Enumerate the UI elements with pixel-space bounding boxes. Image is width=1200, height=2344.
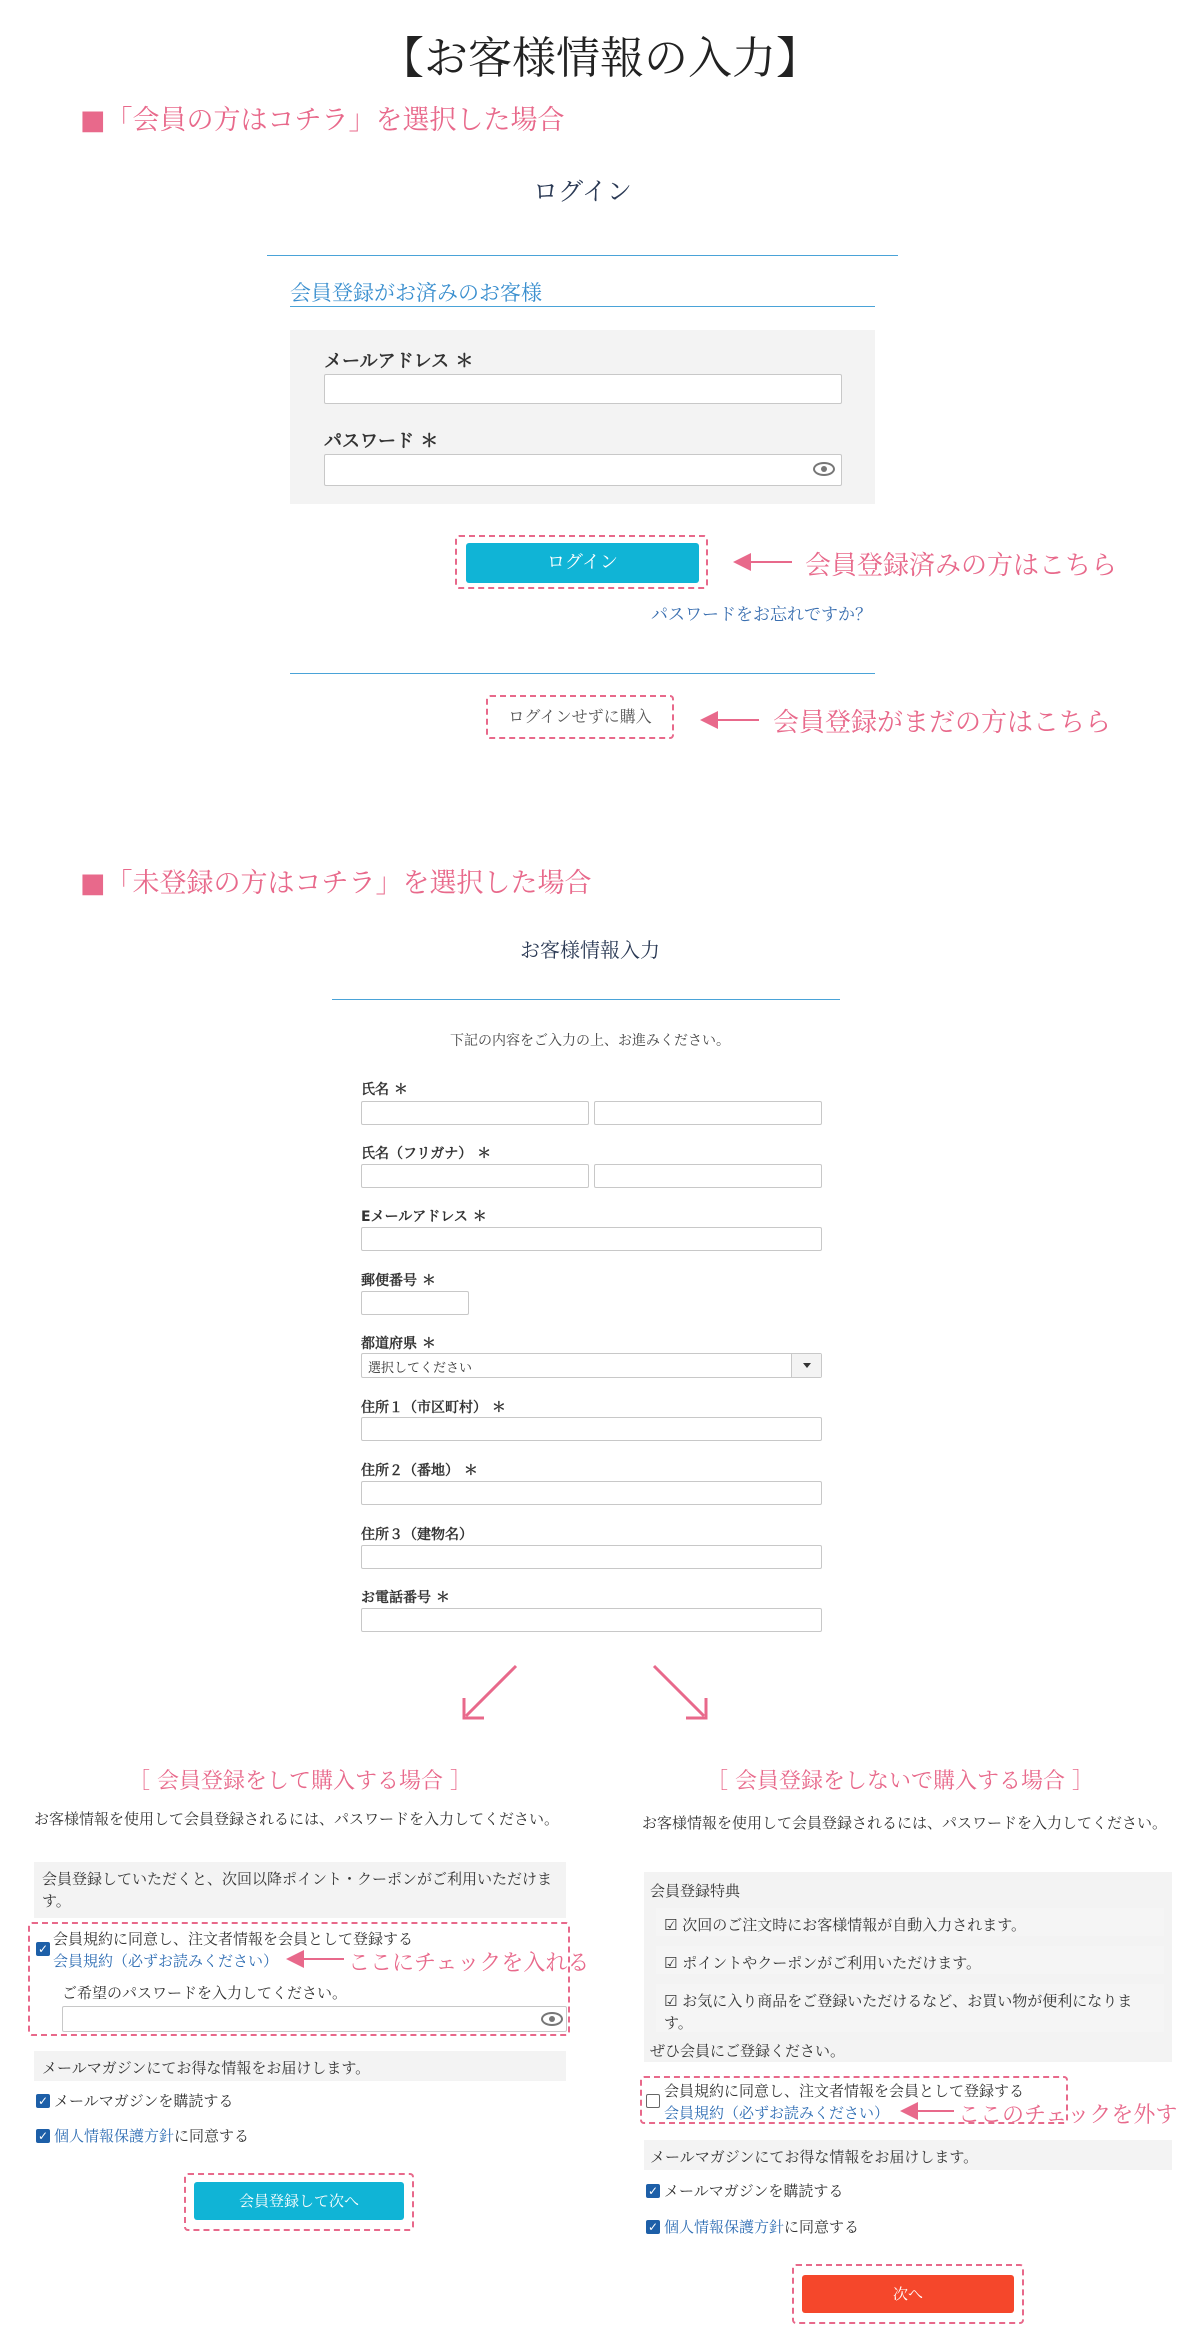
left-privacy-link[interactable]: 個人情報保護方針 [54,2127,175,2145]
addr1-input[interactable] [361,1417,822,1441]
right-privacy-line [664,2216,859,2237]
pref-select-value: 選択してください [368,1361,473,1376]
right-mail-subscribe-checkbox[interactable]: ✓ [647,2184,659,2198]
name-label: 氏名 ＊ [361,1082,408,1098]
guest-form-intro: 下記の内容をご入力の上、お進みください。 [450,1033,730,1049]
left-password-prompt: ご希望のパスワードを入力してください。 [62,1984,348,2002]
left-mail-box-text: メールマガジンにてお得な情報をお届けします。 [42,2059,371,2077]
left-privacy-suffix: に同意する [174,2127,250,2145]
login-note: 会員登録済みの方はこちら [805,551,1118,581]
right-privacy-suffix: に同意する [784,2218,860,2236]
right-mail-subscribe-label: メールマガジンを購読する [664,2182,844,2200]
guest-note-arrow-line [715,719,759,721]
page-title: 【お客様情報の入力】 [380,33,820,84]
left-down-arrow-icon [464,1666,516,1718]
member-subheading-underline [290,306,875,307]
left-privacy-checkbox[interactable]: ✓ [37,2129,49,2143]
left-case-desc: お客様情報を使用して会員登録されるには、パスワードを入力してください。 [34,1810,560,1828]
addr2-input[interactable] [361,1481,822,1505]
email-field-label: Eメールアドレス ＊ [361,1209,487,1225]
right-privacy-checkbox[interactable]: ✓ [647,2220,659,2234]
guest-note: 会員登録がまだの方はこちら [773,708,1112,738]
guest-purchase-button[interactable]: ログインせずに購入 [508,707,652,726]
login-email-input[interactable] [324,374,842,404]
addr3-input[interactable] [361,1545,822,1569]
last-name-input[interactable] [361,1101,589,1125]
left-case-title: ［ 会員登録をして購入する場合 ］ [128,1769,472,1794]
left-privacy-line [54,2125,249,2146]
right-agree-text: 会員規約に同意し、注文者情報を会員として登録する [664,2082,1025,2100]
show-password-eye-icon[interactable] [813,462,835,476]
right-case-desc: お客様情報を使用して会員登録されるには、パスワードを入力してください。 [642,1814,1168,1832]
left-show-password-eye-icon[interactable] [541,2012,563,2026]
login-note-arrow-line [748,561,792,563]
password-label: パスワード ＊ [324,431,439,452]
member-divider [290,673,875,674]
right-benefit-text: お気に入り商品をご登録いただけるなど、お買い物が便利になります。 [664,1992,1133,2032]
first-name-input[interactable] [594,1101,822,1125]
login-title-underline [267,255,898,256]
tel-label: お電話番号 ＊ [361,1590,450,1606]
last-name-kana-input[interactable] [361,1164,589,1188]
member-section-heading: ■「会員の方はコチラ」を選択した場合 [80,105,565,136]
chevron-down-icon [803,1363,811,1368]
guest-form-title: お客様情報入力 [520,938,660,962]
split-arrows [440,1660,740,1730]
right-check-note: ここのチェックを外す [958,2103,1178,2128]
guest-section-heading: ■「未登録の方はコチラ」を選択した場合 [80,868,592,899]
right-benefit-text: 次回のご注文時にお客様情報が自動入力されます。 [682,1916,1027,1934]
right-mail-box-text: メールマガジンにてお得な情報をお届けします。 [650,2148,979,2166]
pref-dropdown-button[interactable] [791,1354,821,1377]
left-mail-subscribe-checkbox[interactable]: ✓ [37,2094,49,2108]
left-mail-subscribe-label: メールマガジンを購読する [54,2092,234,2110]
zip-label: 郵便番号 ＊ [361,1273,436,1289]
left-terms-link[interactable]: 会員規約（必ずお読みください） [53,1952,279,1970]
left-check-note: ここにチェックを入れる [348,1951,590,1976]
left-agree-checkbox[interactable]: ✓ [37,1942,49,1956]
right-benefit-item [656,1908,1164,1936]
left-agree-text: 会員規約に同意し、注文者情報を会員として登録する [53,1930,414,1948]
tel-input[interactable] [361,1608,822,1632]
right-benefit-item [656,1984,1164,2032]
email-label: メールアドレス ＊ [324,351,474,372]
right-join-text: ぜひ会員にご登録ください。 [650,2042,846,2060]
left-check-arrow-line [300,1958,344,1960]
guest-form-title-underline [332,999,840,1000]
login-password-input[interactable] [324,454,842,486]
addr2-label: 住所２（番地） ＊ [361,1463,478,1479]
forgot-password-link[interactable]: パスワードをお忘れですか？ [651,605,872,625]
first-name-kana-input[interactable] [594,1164,822,1188]
checkbox-outline-icon: ☑ [664,1916,683,1934]
left-password-input[interactable] [62,2006,567,2032]
right-terms-link[interactable]: 会員規約（必ずお読みください） [664,2104,890,2122]
right-benefits-heading: 会員登録特典 [650,1882,741,1900]
member-subheading: 会員登録がお済みのお客様 [290,281,542,305]
addr3-label: 住所３（建物名） [361,1527,473,1543]
right-check-arrow-line [914,2110,954,2112]
right-down-arrow-icon [654,1666,706,1718]
right-benefit-text: ポイントやクーポンがご利用いただけます。 [682,1954,982,1972]
right-agree-checkbox[interactable] [646,2094,660,2108]
pref-select[interactable] [361,1353,822,1378]
left-benefit-text: 会員登録していただくと、次回以降ポイント・クーポンがご利用いただけます。 [42,1870,553,1910]
checkbox-outline-icon: ☑ [664,1954,683,1972]
checkbox-outline-icon: ☑ [664,1992,683,2010]
login-button[interactable]: ログイン [466,543,699,583]
email-field[interactable] [361,1227,822,1251]
right-case-title: ［ 会員登録をしないで購入する場合 ］ [706,1769,1094,1794]
kana-label: 氏名（フリガナ） ＊ [361,1146,492,1162]
pref-label: 都道府県 ＊ [361,1336,436,1352]
login-title: ログイン [533,177,632,206]
zip-input[interactable] [361,1291,469,1315]
member-register-next-button[interactable]: 会員登録して次へ [194,2182,404,2220]
right-privacy-link[interactable]: 個人情報保護方針 [664,2218,785,2236]
next-button[interactable]: 次へ [802,2275,1014,2313]
right-benefit-item [656,1946,1164,1974]
addr1-label: 住所１（市区町村） ＊ [361,1400,506,1416]
